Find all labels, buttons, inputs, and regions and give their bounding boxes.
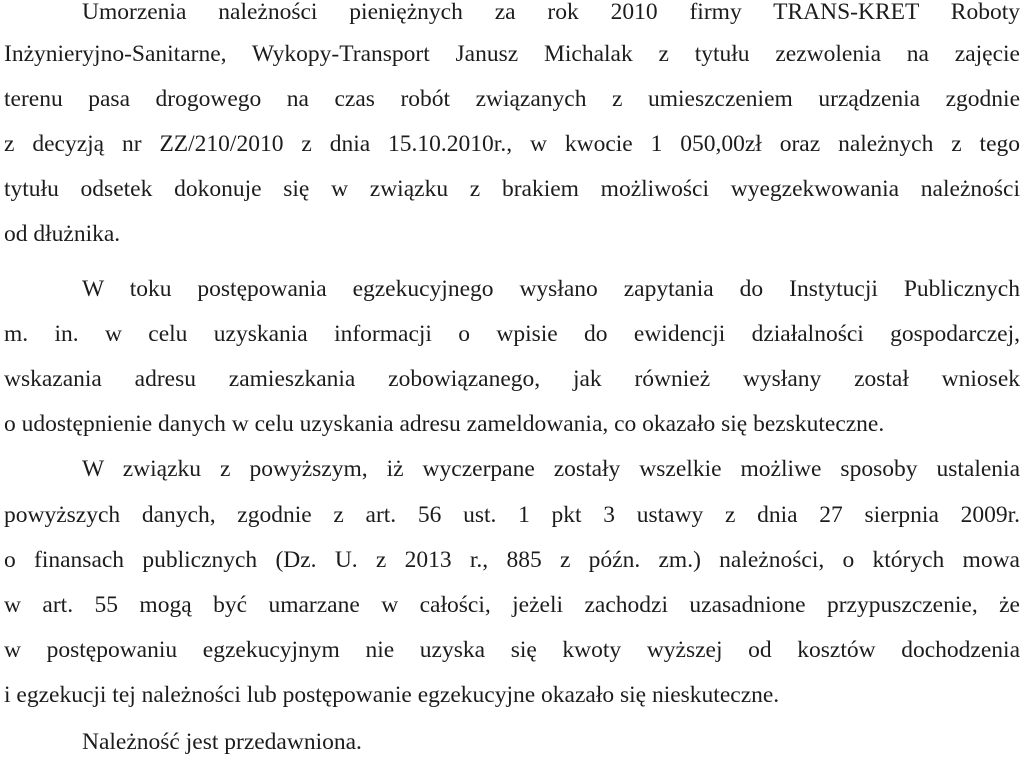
text-line: w postępowaniu egzekucyjnym nie uzyska się kwoty wyższej od kosztów dochodzenia [4, 637, 1020, 663]
text-line: o finansach publicznych (Dz. U. z 2013 r., 885 z późn. zm.) należności, o których mowa [4, 547, 1020, 573]
text-line: od dłużnika. [4, 221, 121, 247]
text-line: w art. 55 mogą być umarzane w całości, jeżeli zachodzi uzasadnione przypuszczenie, że [4, 592, 1020, 618]
text-line: W związku z powyższym, iż wyczerpane zostały wszelkie możliwe sposoby ustalenia [82, 456, 1020, 482]
text-line: W toku postępowania egzekucyjnego wysłano zapytania do Instytucji Publicznych [82, 276, 1020, 302]
text-line: o udostępnienie danych w celu uzyskania adresu zameldowania, co okazało się bezskuteczne. [4, 411, 885, 437]
text-line: z decyzją nr ZZ/210/2010 z dnia 15.10.2010r., w kwocie 1 050,00zł oraz należnych z tego [4, 131, 1020, 157]
text-line: tytułu odsetek dokonuje się w związku z brakiem możliwości wyegzekwowania należności [4, 176, 1020, 202]
text-line: Należność jest przedawniona. [82, 729, 362, 755]
text-line: Umorzenia należności pieniężnych za rok 2010 firmy TRANS-KRET Roboty [82, 0, 1020, 25]
text-line: terenu pasa drogowego na czas robót związanych z umieszczeniem urządzenia zgodnie [4, 86, 1020, 112]
text-line: powyższych danych, zgodnie z art. 56 ust. 1 pkt 3 ustawy z dnia 27 sierpnia 2009r. [4, 502, 1020, 528]
text-line: Inżynieryjno-Sanitarne, Wykopy-Transport Janusz Michalak z tytułu zezwolenia na zajęcie [4, 41, 1020, 67]
text-line: wskazania adresu zamieszkania zobowiązanego, jak również wysłany został wniosek [4, 366, 1020, 392]
text-line: i egzekucji tej należności lub postępowanie egzekucyjne okazało się nieskuteczne. [4, 682, 780, 708]
text-line: m. in. w celu uzyskania informacji o wpisie do ewidencji działalności gospodarczej, [4, 321, 1020, 347]
